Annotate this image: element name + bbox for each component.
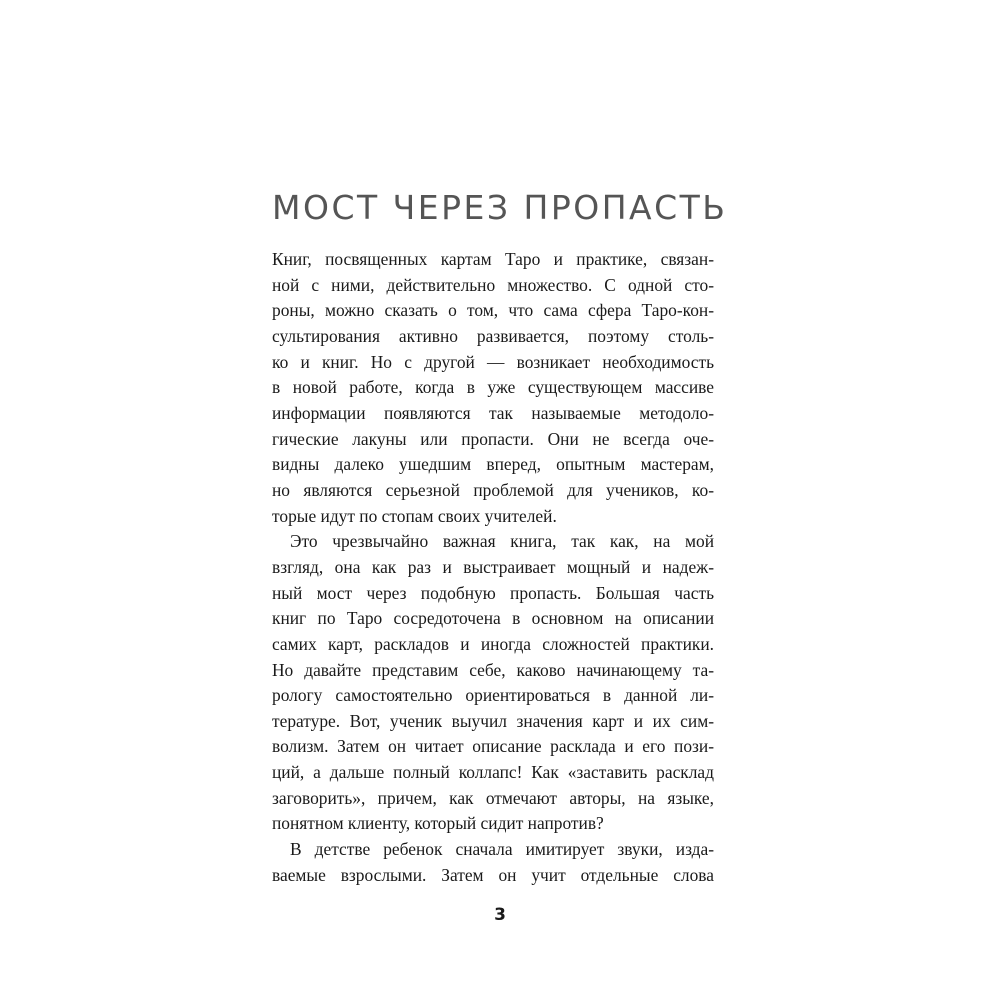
text-line: Но давайте представим себе, каково начинающему та- [272,659,714,680]
text-line: сультирования активно развивается, поэтому столь- [272,325,714,346]
body-text [272,247,714,888]
paragraph-1 [272,247,714,529]
text-line: ной с ними, действительно множество. С одной сто- [272,274,714,295]
text-line: информации появляются так называемые методоло- [272,402,714,423]
text-line: торые идут по стопам своих учителей. [272,505,557,526]
text-line: ваемые взрослыми. Затем он учит отдельные слова [272,864,714,885]
text-line: гические лакуны или пропасти. Они не всегда оче- [272,428,714,449]
text-line: волизм. Затем он читает описание расклада и его пози- [272,736,714,757]
page-number: 3 [494,905,506,925]
chapter-title: МОСТ ЧЕРЕЗ ПРОПАСТЬ [272,188,728,227]
text-line: Это чрезвычайно важная книга, так как, на мой [290,531,714,552]
text-line: видны далеко ушедшим вперед, опытным мастерам, [272,454,714,475]
text-line: В детстве ребенок сначала имитирует звуки, изда- [290,839,714,860]
text-line: ный мост через подобную пропасть. Большая часть [272,582,714,603]
text-line: понятном клиенту, который сидит напротив? [272,813,604,834]
text-line: роны, можно сказать о том, что сама сфера Таро-кон- [272,300,714,321]
text-line: тературе. Вот, ученик выучил значения карт и их сим- [272,710,714,731]
text-line: книг по Таро сосредоточена в основном на описании [272,608,714,629]
text-line: Книг, посвященных картам Таро и практике, связан- [272,249,714,269]
text-line: в новой работе, когда в уже существующем массиве [272,377,714,398]
text-line: рологу самостоятельно ориентироваться в данной ли- [272,685,714,706]
text-line: ко и книг. Но с другой — возникает необходимость [272,351,714,372]
text-line: взгляд, она как раз и выстраивает мощный и надеж- [272,556,714,577]
paragraph-2 [272,529,714,837]
text-line: ций, а дальше полный коллапс! Как «заставить расклад [272,762,714,783]
text-line: заговорить», причем, как отмечают авторы, на языке, [272,787,714,808]
text-line: самих карт, раскладов и иногда сложностей практики. [272,633,714,654]
paragraph-3 [272,837,714,888]
text-line: но являются серьезной проблемой для учеников, ко- [272,479,714,500]
